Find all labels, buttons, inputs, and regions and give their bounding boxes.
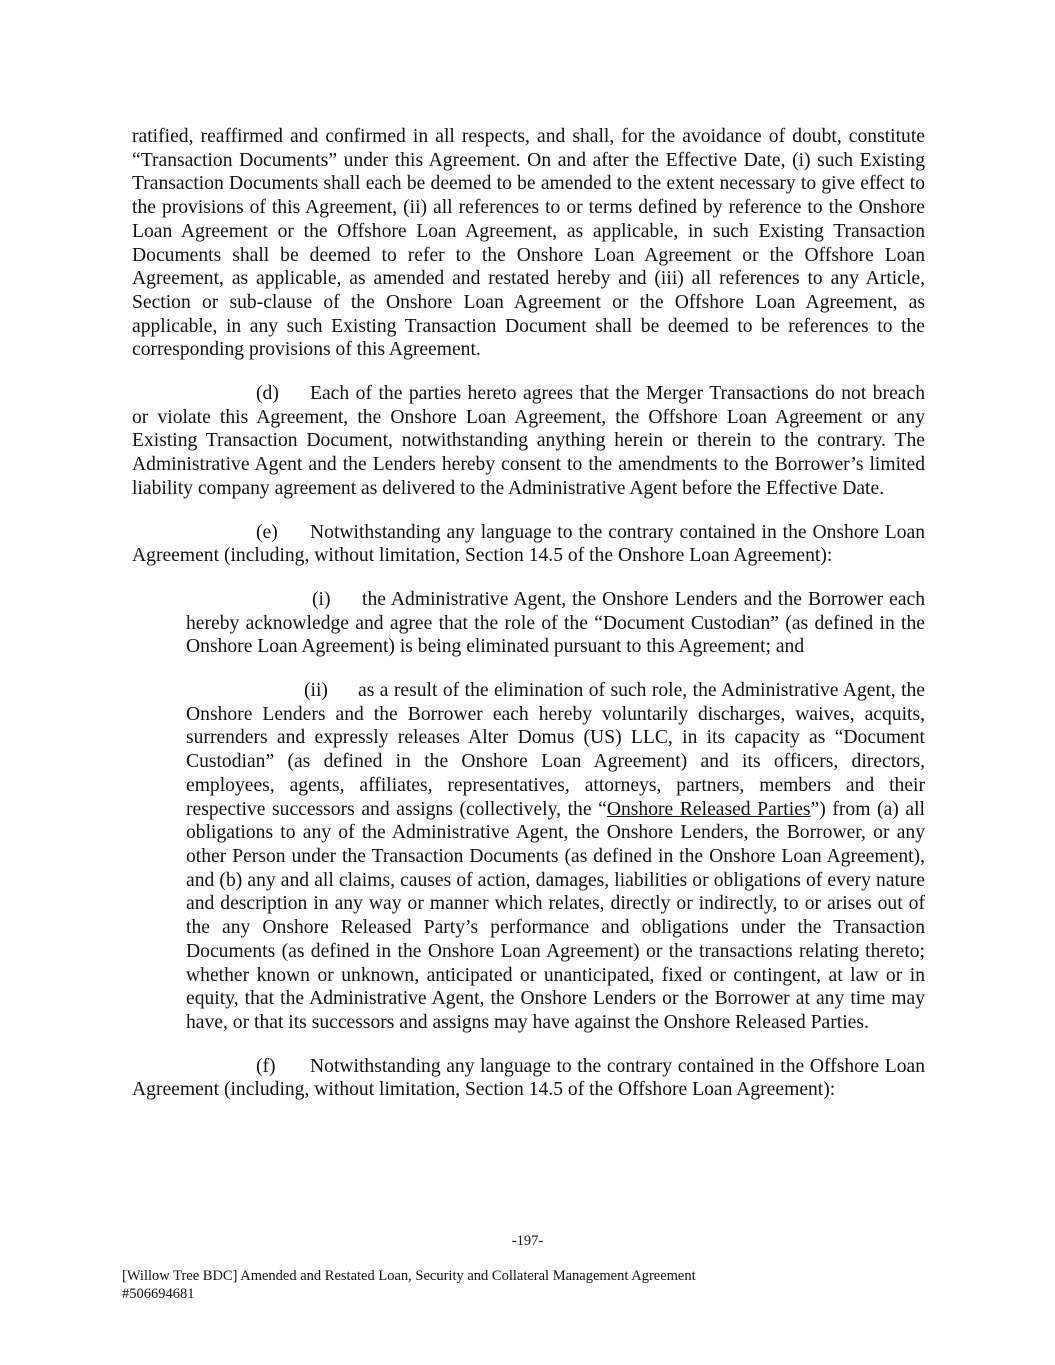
clause-text-e: Notwithstanding any language to the contrary contained in the Onshore Loan Agreement (including, without limitation, Section 14.5 of the Onshore Loan Agreement): — [132, 521, 925, 567]
subclause-text-ii-after: ”) from (a) all obligations to any of the Administrative Agent, the Onshore Lenders, the Borrower, or any other Person under the Transaction Documents (as defined in the Onshore Loan Agreement), and (b) any and all claims, causes of action, damages, liabilities or obligations of every nature and description in any way or manner which relates, directly or indirectly, to or arises out of the any Onshore Released Party’s performance and obligations under the Transaction Documents (as defined in the Onshore Loan Agreement) or the transactions relating thereto; whether known or unknown, anticipated or unanticipated, fixed or contingent, at law or in equity, that the Administrative Agent, the Onshore Lenders or the Borrower at any time may have, or that its successors and assigns may have against the Onshore Released Parties. — [186, 798, 925, 1033]
subparagraph-e-i — [186, 588, 925, 659]
page-number: -197- — [511, 1233, 544, 1249]
subclause-text-ii-before: as a result of the elimination of such role, the Administrative Agent, the Onshore Lenders and the Borrower each hereby voluntarily discharges, waives, acquits, surrenders and expressly releases Alter Domus (US) LLC, in its capacity as “Document Custodian” (as defined in the Onshore Loan Agreement) and its officers, directors, employees, agents, affiliates, representatives, attorneys, partners, members and their respective successors and assigns (collectively, the “ — [186, 680, 925, 820]
paragraph-f — [132, 1055, 925, 1102]
footer — [122, 1268, 696, 1303]
clause-label-d: (d) — [256, 383, 279, 405]
footer-document-id: #506694681 — [122, 1285, 195, 1302]
clause-text-f: Notwithstanding any language to the contrary contained in the Offshore Loan Agreement (including, without limitation, Section 14.5 of the Offshore Loan Agreement): — [132, 1055, 925, 1101]
document-body — [132, 125, 925, 1122]
subparagraph-e-ii — [186, 679, 925, 1035]
subclause-label-ii: (ii) — [304, 680, 328, 702]
paragraph-d — [132, 382, 925, 501]
clause-label-f: (f) — [256, 1055, 276, 1077]
footer-document-title: [Willow Tree BDC] Amended and Restated Loan, Security and Collateral Management Agreement — [122, 1268, 696, 1284]
clause-text-d: Each of the parties hereto agrees that the Merger Transactions do not breach or violate this Agreement, the Onshore Loan Agreement, the Offshore Loan Agreement or any Existing Transaction Document, notwithstanding anything herein or therein to the contrary. The Administrative Agent and the Lenders hereby consent to the amendments to the Borrower’s limited liability company agreement as delivered to the Administrative Agent before the Effective Date. — [132, 383, 925, 499]
clause-label-e: (e) — [256, 521, 278, 543]
defined-term-onshore-released-parties: Onshore Released Parties — [606, 798, 811, 820]
subclause-label-i: (i) — [312, 588, 331, 610]
paragraph-continuation: ratified, reaffirmed and confirmed in all respects, and shall, for the avoidance of doubt, constitute “Transaction Documents” under this Agreement. On and after the Effective Date, (i) such Existing Transaction Documents shall each be deemed to be amended to the extent necessary to give effect to the provisions of this Agreement, (ii) all references to or terms defined by reference to the Onshore Loan Agreement or the Offshore Loan Agreement, as applicable, in such Existing Transaction Documents shall be deemed to refer to the Onshore Loan Agreement or the Offshore Loan Agreement, as applicable, as amended and restated hereby and (iii) all references to any Article, Section or sub-clause of the Onshore Loan Agreement or the Offshore Loan Agreement, as applicable, in any such Existing Transaction Document shall be deemed to be references to the corresponding provisions of this Agreement. — [132, 126, 925, 361]
subclause-text-i: the Administrative Agent, the Onshore Lenders and the Borrower each hereby acknowledge and agree that the role of the “Document Custodian” (as defined in the Onshore Loan Agreement) is being eliminated pursuant to this Agreement; and — [186, 588, 925, 658]
paragraph-e — [132, 521, 925, 568]
